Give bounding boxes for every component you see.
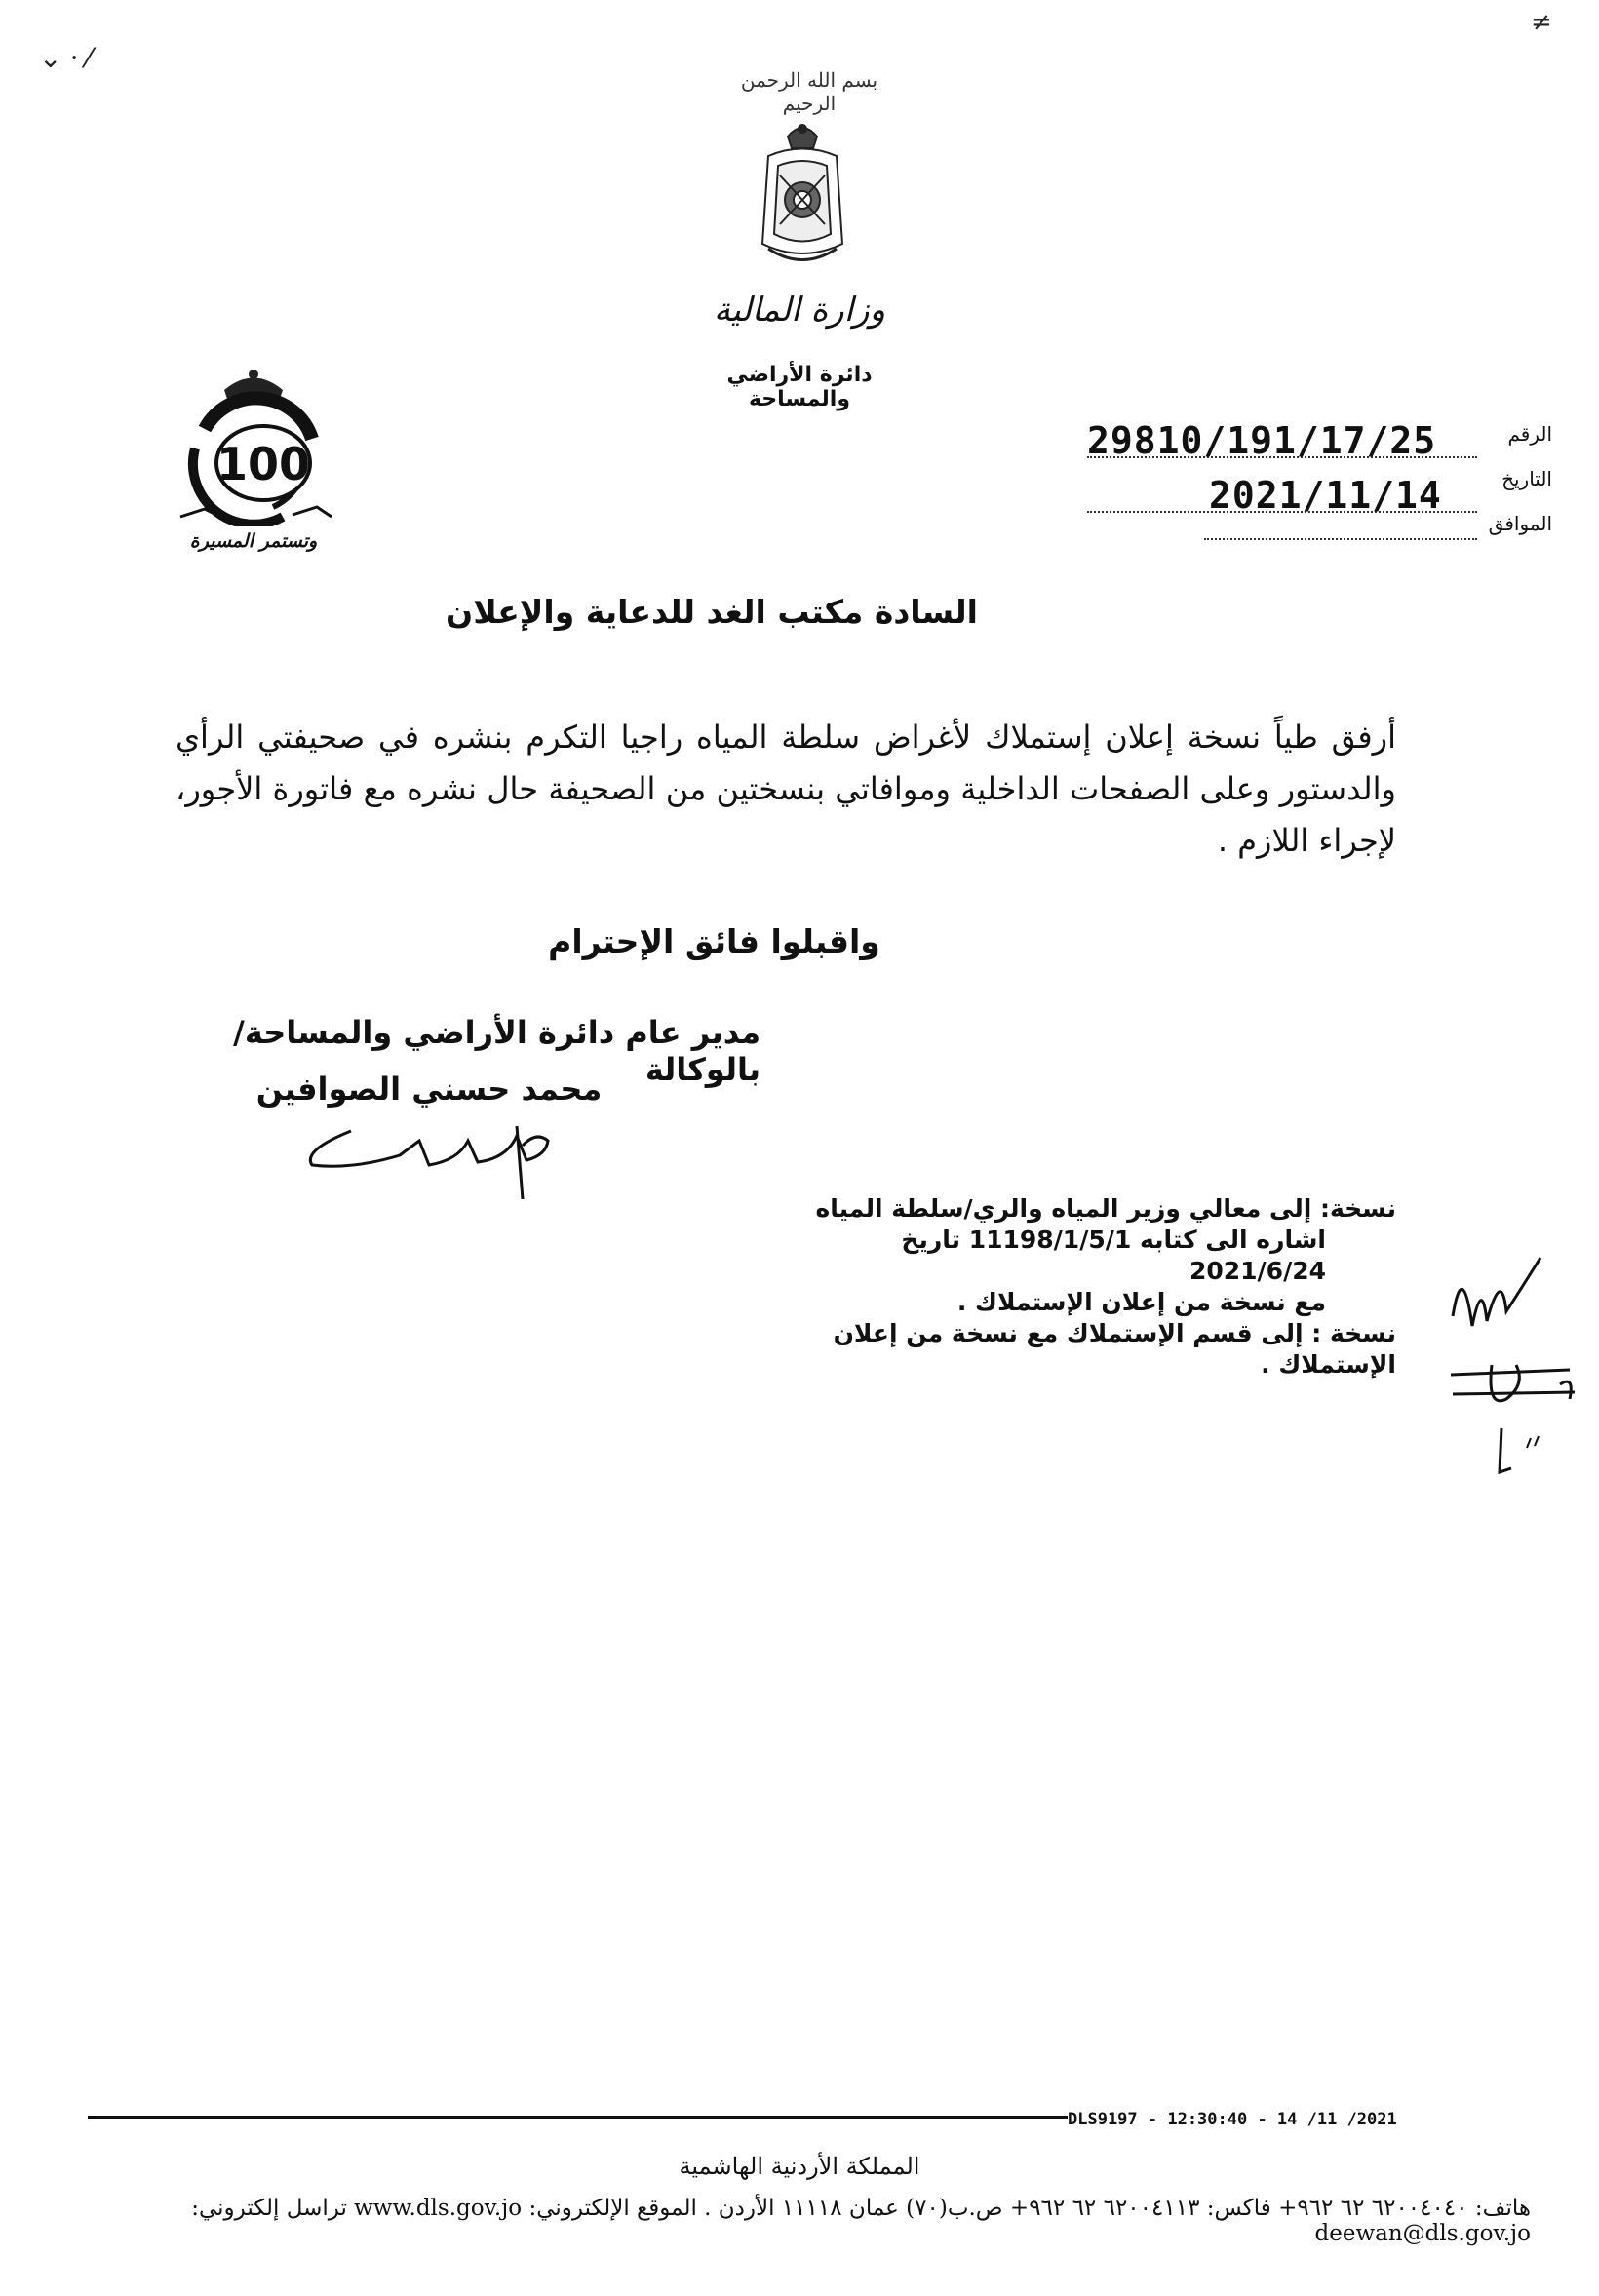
handwritten-initials [1433, 1238, 1589, 1492]
reference-date-value: 2021/11/14 [1209, 474, 1442, 517]
ministry-name: وزارة المالية [714, 291, 885, 330]
signer-title: مدير عام دائرة الأراضي والمساحة/بالوكالة [233, 1014, 760, 1088]
scan-mark-top-right: ≠ [1531, 8, 1552, 37]
signer-name: محمد حسني الصوافين [255, 1070, 603, 1108]
copy-line-4: نسخة : إلى قسم الإستملاك مع نسخة من إعلان الإستملاك . [833, 1319, 1396, 1379]
handwritten-signature [292, 1111, 566, 1199]
footer-contact: هاتف: ٦٢٠٠٤٠٤٠ ٦٢ ٩٦٢+ فاكس: ٦٢٠٠٤١١٣ ٦٢ ٩٦٢+ ص.ب(٧٠) عمان ١١١١٨ الأردن . الموقع الإلكتروني: www.dls.gov.jo تراسل إلكتروني: deewan@dls.gov.jo [191, 2196, 1531, 2246]
footer-print-stamp: DLS9197 - 12:30:40 - 14 /11 /2021 [1068, 2110, 1458, 2129]
copy-line-2: اشاره الى كتابه 11198/1/5/1 تاريخ 2021/6/24 [901, 1226, 1326, 1285]
letter-closing: واقبلوا فائق الإحترام [548, 922, 880, 960]
copy-line-1: نسخة: إلى معالي وزير المياه والري/سلطة المياه [815, 1194, 1396, 1223]
reference-number-label: الرقم [1507, 422, 1552, 446]
scan-mark-top-left: ⌄ ⸱ ⁄ [39, 42, 92, 74]
copy-line-3: مع نسخة من إعلان الإستملاك . [956, 1288, 1326, 1316]
centennial-slogan: وتستمر المسيرة [189, 530, 318, 552]
reference-date-label: التاريخ [1502, 467, 1552, 490]
jordan-coat-of-arms-icon [749, 117, 856, 273]
basmala-text: بسم الله الرحمن الرحيم [740, 68, 878, 115]
centennial-crown-icon [166, 361, 341, 526]
centennial-number: 100 [215, 438, 311, 490]
addressee: السادة مكتب الغد للدعاية والإعلان [446, 593, 978, 631]
copies-block [760, 1193, 1396, 1381]
centennial-logo [166, 361, 341, 556]
reference-number-value: 29810/191/17/25 [1087, 419, 1437, 462]
letter-body: أرفق طياً نسخة إعلان إستملاك لأغراض سلطة المياه راجيا التكرم بنشره في صحيفتي الرأي والدستور وعلى الصفحات الداخلية وموافاتي بنسختين من الصحيفة حال نشره مع فاتورة الأجور، لإجراء اللازم . [176, 719, 1396, 859]
footer-country: المملكة الأردنية الهاشمية [679, 2153, 920, 2180]
department-name: دائرة الأراضي والمساحة [726, 363, 873, 411]
reference-dotted-lines [1087, 0, 1477, 546]
reference-hijri-label: الموافق [1488, 512, 1552, 535]
